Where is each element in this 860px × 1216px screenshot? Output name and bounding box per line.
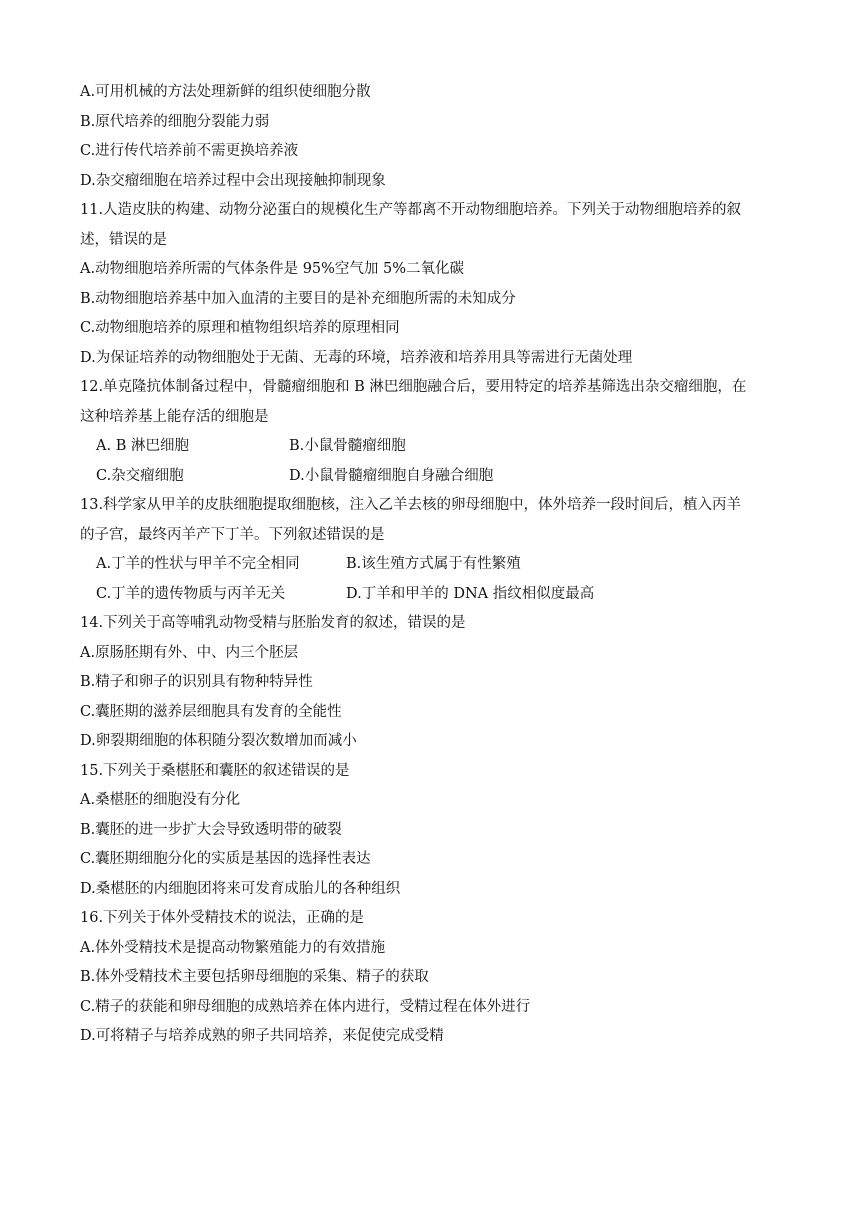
question-stem: 12.单克隆抗体制备过程中，骨髓瘤细胞和 B 淋巴细胞融合后，要用特定的培养基筛选出杂交瘤细胞，在 bbox=[80, 379, 747, 395]
option-c: C.丁羊的遗传物质与丙羊无关 bbox=[96, 585, 286, 602]
option-b: B.动物细胞培养基中加入血清的主要目的是补充细胞所需的未知成分 bbox=[80, 290, 516, 307]
question-15 bbox=[80, 757, 780, 905]
option-row-cd bbox=[80, 580, 780, 610]
option-a: A.桑椹胚的细胞没有分化 bbox=[80, 792, 241, 808]
option-d: D.桑椹胚的内细胞团将来可发育成胎儿的各种组织 bbox=[80, 880, 401, 897]
option-d: D.小鼠骨髓瘤细胞自身融合细胞 bbox=[289, 467, 494, 484]
question-10-options bbox=[80, 78, 780, 196]
option-d: D.卵裂期细胞的体积随分裂次数增加而减小 bbox=[80, 733, 357, 749]
option-row-cd bbox=[80, 462, 780, 492]
option-b: B.精子和卵子的识别具有物种特异性 bbox=[80, 674, 313, 690]
question-stem-continued: 的子宫，最终丙羊产下丁羊。下列叙述错误的是 bbox=[80, 526, 385, 543]
option-c: C.精子的获能和卵母细胞的成熟培养在体内进行，受精过程在体外进行 bbox=[80, 998, 531, 1015]
option-a: A.体外受精技术是提高动物繁殖能力的有效措施 bbox=[80, 939, 386, 956]
option-c: C.囊胚期细胞分化的实质是基因的选择性表达 bbox=[80, 851, 371, 867]
question-stem-continued: 这种培养基上能存活的细胞是 bbox=[80, 408, 269, 425]
option-row-ab bbox=[80, 432, 780, 462]
option-d: D.为保证培养的动物细胞处于无菌、无毒的环境，培养液和培养用具等需进行无菌处理 bbox=[80, 349, 633, 366]
question-12 bbox=[80, 373, 780, 491]
option-d: D.杂交瘤细胞在培养过程中会出现接触抑制现象 bbox=[80, 172, 386, 189]
option-b: B.原代培养的细胞分裂能力弱 bbox=[80, 113, 270, 130]
option-d: D.丁羊和甲羊的 DNA 指纹相似度最高 bbox=[346, 585, 595, 602]
option-b: B.体外受精技术主要包括卵母细胞的采集、精子的获取 bbox=[80, 969, 429, 985]
question-stem-continued: 述，错误的是 bbox=[80, 231, 167, 248]
option-c: C.杂交瘤细胞 bbox=[96, 467, 184, 484]
question-stem: 15.下列关于桑椹胚和囊胚的叙述错误的是 bbox=[80, 762, 350, 779]
question-stem: 14.下列关于高等哺乳动物受精与胚胎发育的叙述，错误的是 bbox=[80, 615, 466, 631]
question-stem: 16.下列关于体外受精技术的说法，正确的是 bbox=[80, 910, 365, 926]
option-a: A.可用机械的方法处理新鲜的组织使细胞分散 bbox=[80, 84, 371, 100]
option-a: A.动物细胞培养所需的气体条件是 95%空气加 5%二氧化碳 bbox=[80, 261, 465, 277]
option-a: A.原肠胚期有外、中、内三个胚层 bbox=[80, 644, 299, 661]
option-c: C.动物细胞培养的原理和植物组织培养的原理相同 bbox=[80, 320, 400, 336]
option-a: A.丁羊的性状与甲羊不完全相同 bbox=[96, 556, 300, 572]
option-b: B.该生殖方式属于有性繁殖 bbox=[346, 556, 521, 572]
question-stem: 11.人造皮肤的构建、动物分泌蛋白的规模化生产等都离不开动物细胞培养。下列关于动物细胞培养的叙 bbox=[80, 202, 742, 218]
option-b: B.小鼠骨髓瘤细胞 bbox=[289, 438, 406, 454]
question-16 bbox=[80, 904, 780, 1052]
question-14 bbox=[80, 609, 780, 757]
question-list bbox=[80, 78, 780, 1052]
option-d: D.可将精子与培养成熟的卵子共同培养，来促使完成受精 bbox=[80, 1028, 444, 1044]
question-11 bbox=[80, 196, 780, 373]
question-13 bbox=[80, 491, 780, 609]
option-c: C.囊胚期的滋养层细胞具有发育的全能性 bbox=[80, 703, 342, 720]
question-stem: 13.科学家从甲羊的皮肤细胞提取细胞核，注入乙羊去核的卵母细胞中，体外培养一段时间后，植入丙羊 bbox=[80, 497, 742, 513]
option-a: A. B 淋巴细胞 bbox=[96, 438, 189, 454]
option-row-ab bbox=[80, 550, 780, 580]
option-b: B.囊胚的进一步扩大会导致透明带的破裂 bbox=[80, 821, 342, 838]
option-c: C.进行传代培养前不需更换培养液 bbox=[80, 143, 299, 159]
